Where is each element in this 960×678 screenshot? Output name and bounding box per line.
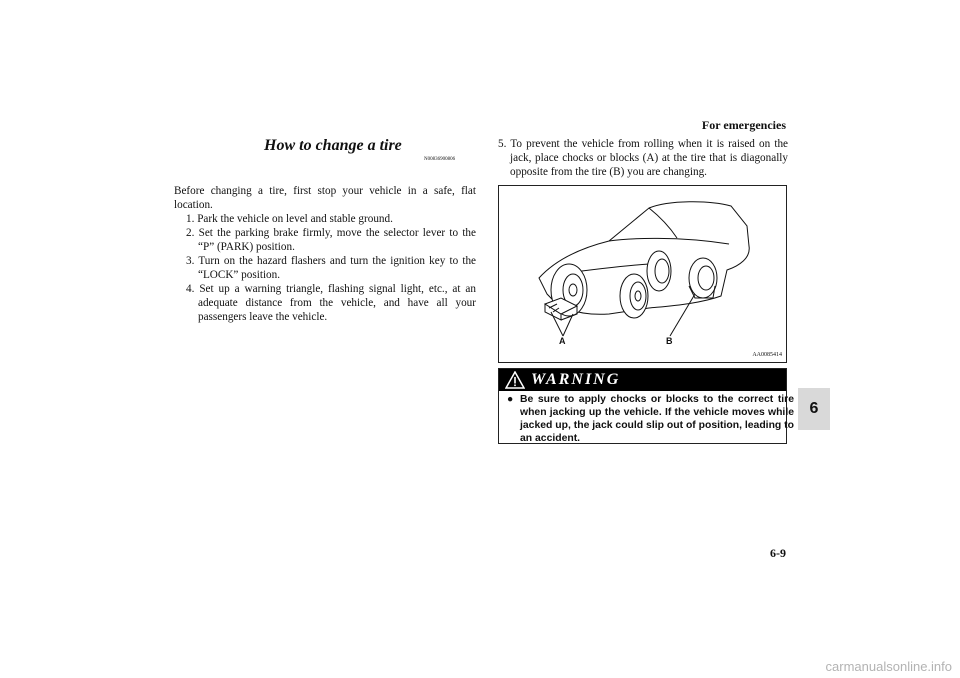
step-5-paragraph: 5. To prevent the vehicle from rolling when it is raised on the jack, place chocks or blocks (A) at the tire that is diagonally opposite from the tire (B) you are changing. [498,138,788,178]
figure-code: AA0085414 [752,352,782,358]
watermark: carmanualsonline.info [825,659,952,674]
warning-bullet-icon: ● [507,394,514,405]
warning-title: WARNING [531,371,621,388]
warning-header [499,369,786,391]
page-number: 6-9 [770,546,786,560]
label-a: A [559,336,566,346]
step-item: 3. Turn on the hazard flashers and turn the ignition key to the “LOCK” position. [186,255,476,281]
intro-paragraph: Before changing a tire, first stop your vehicle in a safe, flat location. [174,185,476,211]
step-item: 2. Set the parking brake firmly, move the selector lever to the “P” (PARK) position. [186,227,476,253]
chapter-tab [798,388,830,430]
header-section-title: For emergencies [701,118,786,132]
warning-text: Be sure to apply chocks or blocks to the correct tire when jacking up the vehicle. If the vehicle moves while jacked up, the jack could slip out of position, leading to an accident. [520,394,794,444]
section-code: N00836900806 [424,157,456,162]
warning-text-item [507,393,794,445]
step-item: 4. Set up a warning triangle, flashing signal light, etc., at an adequate distance from the vehicle, and have all your passengers leave the vehicle. [186,283,476,323]
warning-box [498,368,794,444]
section-title: How to change a tire [264,137,402,154]
chock-illustration [498,185,787,363]
label-b: B [666,336,673,346]
chapter-number: 6 [809,400,819,417]
warning-triangle-icon [505,371,525,389]
steps-list [186,212,476,324]
car-illustration-graphic [499,186,786,362]
step-item: 1. Park the vehicle on level and stable ground. [186,213,393,225]
